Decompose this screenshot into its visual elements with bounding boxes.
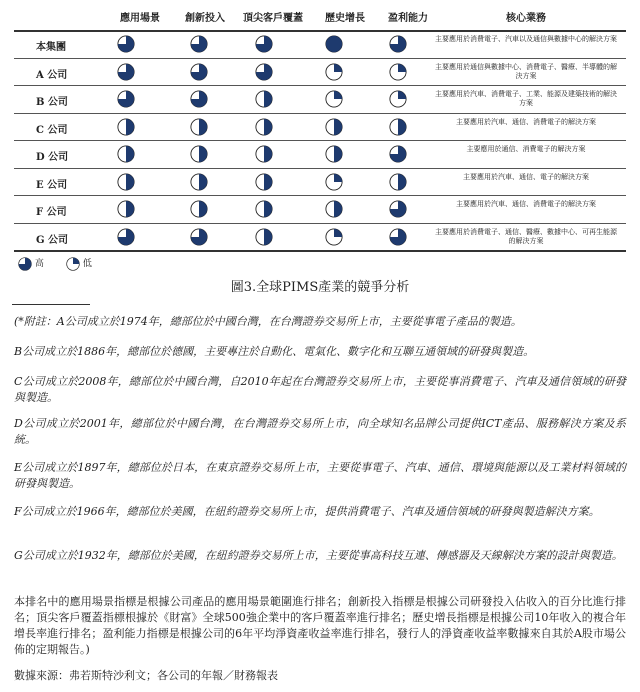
rating-pie-icon — [325, 90, 343, 108]
rating-pie-icon — [117, 145, 135, 163]
rating-pie-icon — [255, 35, 273, 53]
rating-pie-icon — [117, 173, 135, 191]
rating-pie-icon — [325, 228, 343, 246]
rating-pie-icon — [389, 90, 407, 108]
column-header: 應用場景 — [120, 13, 160, 24]
core-business: 主要應用於消費電子、通信、醫療、數據中心、可再生能源的解決方案 — [435, 227, 617, 245]
rating-pie-icon — [255, 200, 273, 218]
rating-pie-icon — [255, 145, 273, 163]
rating-pie-icon — [190, 145, 208, 163]
row-divider — [14, 223, 626, 224]
rating-pie-icon — [325, 200, 343, 218]
row-label: D 公司 — [36, 152, 69, 163]
legend-low-label: 低 — [82, 259, 92, 269]
core-business: 主要應用於汽車、通信、消費電子的解決方案 — [456, 117, 596, 126]
rating-pie-icon — [117, 35, 135, 53]
rating-pie-icon — [325, 145, 343, 163]
rating-pie-icon — [190, 35, 208, 53]
note-g: G公司成立於1932年，總部位於美國，在紐約證券交易所上市，主要從事高科技互連、傳感器及天線解決方案的設計與製造。 — [14, 549, 623, 562]
rating-pie-icon — [325, 118, 343, 136]
note-f: F公司成立於1966年，總部位於美國，在紐約證券交易所上市，提供消費電子、汽車及通信領域的研發與製造解決方案。 — [14, 505, 600, 518]
rating-pie-icon — [389, 200, 407, 218]
rating-pie-icon — [190, 63, 208, 81]
rating-pie-icon — [255, 118, 273, 136]
table-header-rule — [14, 30, 626, 32]
core-business: 主要應用於汽車、消費電子、工業、能源及建築技術的解決方案 — [435, 90, 617, 107]
note-b: B公司成立於1886年，總部位於德國，主要專注於自動化、電氣化、數字化和互聯互通領域的研發與製造。 — [14, 345, 535, 358]
rating-pie-icon — [190, 173, 208, 191]
rating-pie-icon — [255, 173, 273, 191]
rating-pie-icon — [117, 118, 135, 136]
footnote-rule — [12, 304, 90, 305]
row-divider — [14, 113, 626, 114]
row-label: B 公司 — [36, 97, 68, 108]
rating-pie-icon — [389, 63, 407, 81]
row-divider — [14, 140, 626, 141]
rating-pie-icon — [325, 35, 343, 53]
row-label: A 公司 — [36, 69, 68, 81]
column-header: 頂尖客戶覆蓋 — [243, 13, 303, 24]
rating-pie-icon — [389, 173, 407, 191]
row-divider — [14, 250, 626, 252]
figure-caption: 圖3.全球PIMS產業的競爭分析 — [230, 280, 410, 295]
note-d: D公司成立於2001年，總部位於中國台灣，在台灣證券交易所上市，向全球知名品牌公司提供ICT產品、服務解決方案及系統。 — [14, 417, 626, 446]
rating-pie-icon — [117, 63, 135, 81]
column-header: 歷史增長 — [325, 13, 365, 24]
rating-pie-icon — [190, 118, 208, 136]
legend-high — [18, 256, 44, 271]
row-divider — [14, 195, 626, 196]
column-header: 創新投入 — [185, 13, 225, 24]
row-label: G 公司 — [36, 234, 69, 246]
rating-pie-icon — [117, 228, 135, 246]
rating-pie-icon — [255, 63, 273, 81]
column-header: 盈利能力 — [388, 13, 428, 24]
row-label: C 公司 — [36, 124, 68, 136]
core-business: 主要應用於消費電子、汽車以及通信與數據中心的解決方案 — [435, 35, 617, 43]
rating-pie-icon — [325, 63, 343, 81]
rating-pie-icon — [190, 90, 208, 108]
rating-pie-icon — [117, 200, 135, 218]
rating-pie-icon — [190, 228, 208, 246]
ranking-methodology-note: 本排名中的應用場景指標是根據公司產品的應用場景範圍進行排名；創新投入指標是根據公司研發投入佔收入的百分比進行排名；頂尖客戶覆蓋指標根據於《財富》全球500強企業中的客戶覆蓋率進行排名；歷史增長指標是根據公司10年收入的複合年增長率進行排名；盈利能力指標是根據公司的6年平均淨資產收益率進行排名，發行人的淨資產收益率數據來自其於A股市場公佈的定期報告。) — [14, 595, 626, 656]
note-a: (*附註：A公司成立於1974年，總部位於中國台灣，在台灣證券交易所上市，主要從事電子產品的製造。 — [14, 315, 522, 328]
rating-pie-icon — [389, 228, 407, 246]
core-business: 主要應用於通信、消費電子的解決方案 — [466, 145, 586, 153]
row-label: F 公司 — [36, 207, 67, 218]
legend-low — [66, 256, 92, 271]
note-c: C公司成立於2008年，總部位於中國台灣，自2010年起在台灣證券交易所上市，主要從事消費電子、汽車及通信領域的研發與製造。 — [14, 375, 626, 404]
rating-pie-icon — [389, 145, 407, 163]
row-divider — [14, 168, 626, 169]
rating-pie-icon — [190, 200, 208, 218]
legend-high-pie-icon — [18, 257, 32, 271]
data-source: 數據來源：弗若斯特沙利文；各公司的年報／財務報表 — [14, 669, 278, 682]
rating-pie-icon — [389, 35, 407, 53]
rating-pie-icon — [255, 90, 273, 108]
column-header: 核心業務 — [506, 13, 546, 24]
core-business: 主要應用於汽車、通信、消費電子的解決方案 — [456, 200, 596, 208]
row-label: 本集團 — [36, 42, 66, 53]
legend-high-label: 高 — [34, 259, 44, 269]
core-business: 主要應用於汽車、通信、電子的解決方案 — [463, 172, 589, 181]
row-divider — [14, 85, 626, 86]
rating-pie-icon — [117, 90, 135, 108]
note-e: E公司成立於1897年，總部位於日本，在東京證券交易所上市，主要從事電子、汽車、通信、環境與能源以及工業材料領域的研發與製造。 — [14, 461, 626, 490]
rating-pie-icon — [325, 173, 343, 191]
core-business: 主要應用於通信與數據中心、消費電子、醫療、半導體的解決方案 — [435, 62, 617, 80]
row-label: E 公司 — [36, 179, 68, 191]
rating-pie-icon — [255, 228, 273, 246]
rating-pie-icon — [389, 118, 407, 136]
row-divider — [14, 58, 626, 59]
legend-low-pie-icon — [66, 257, 80, 271]
